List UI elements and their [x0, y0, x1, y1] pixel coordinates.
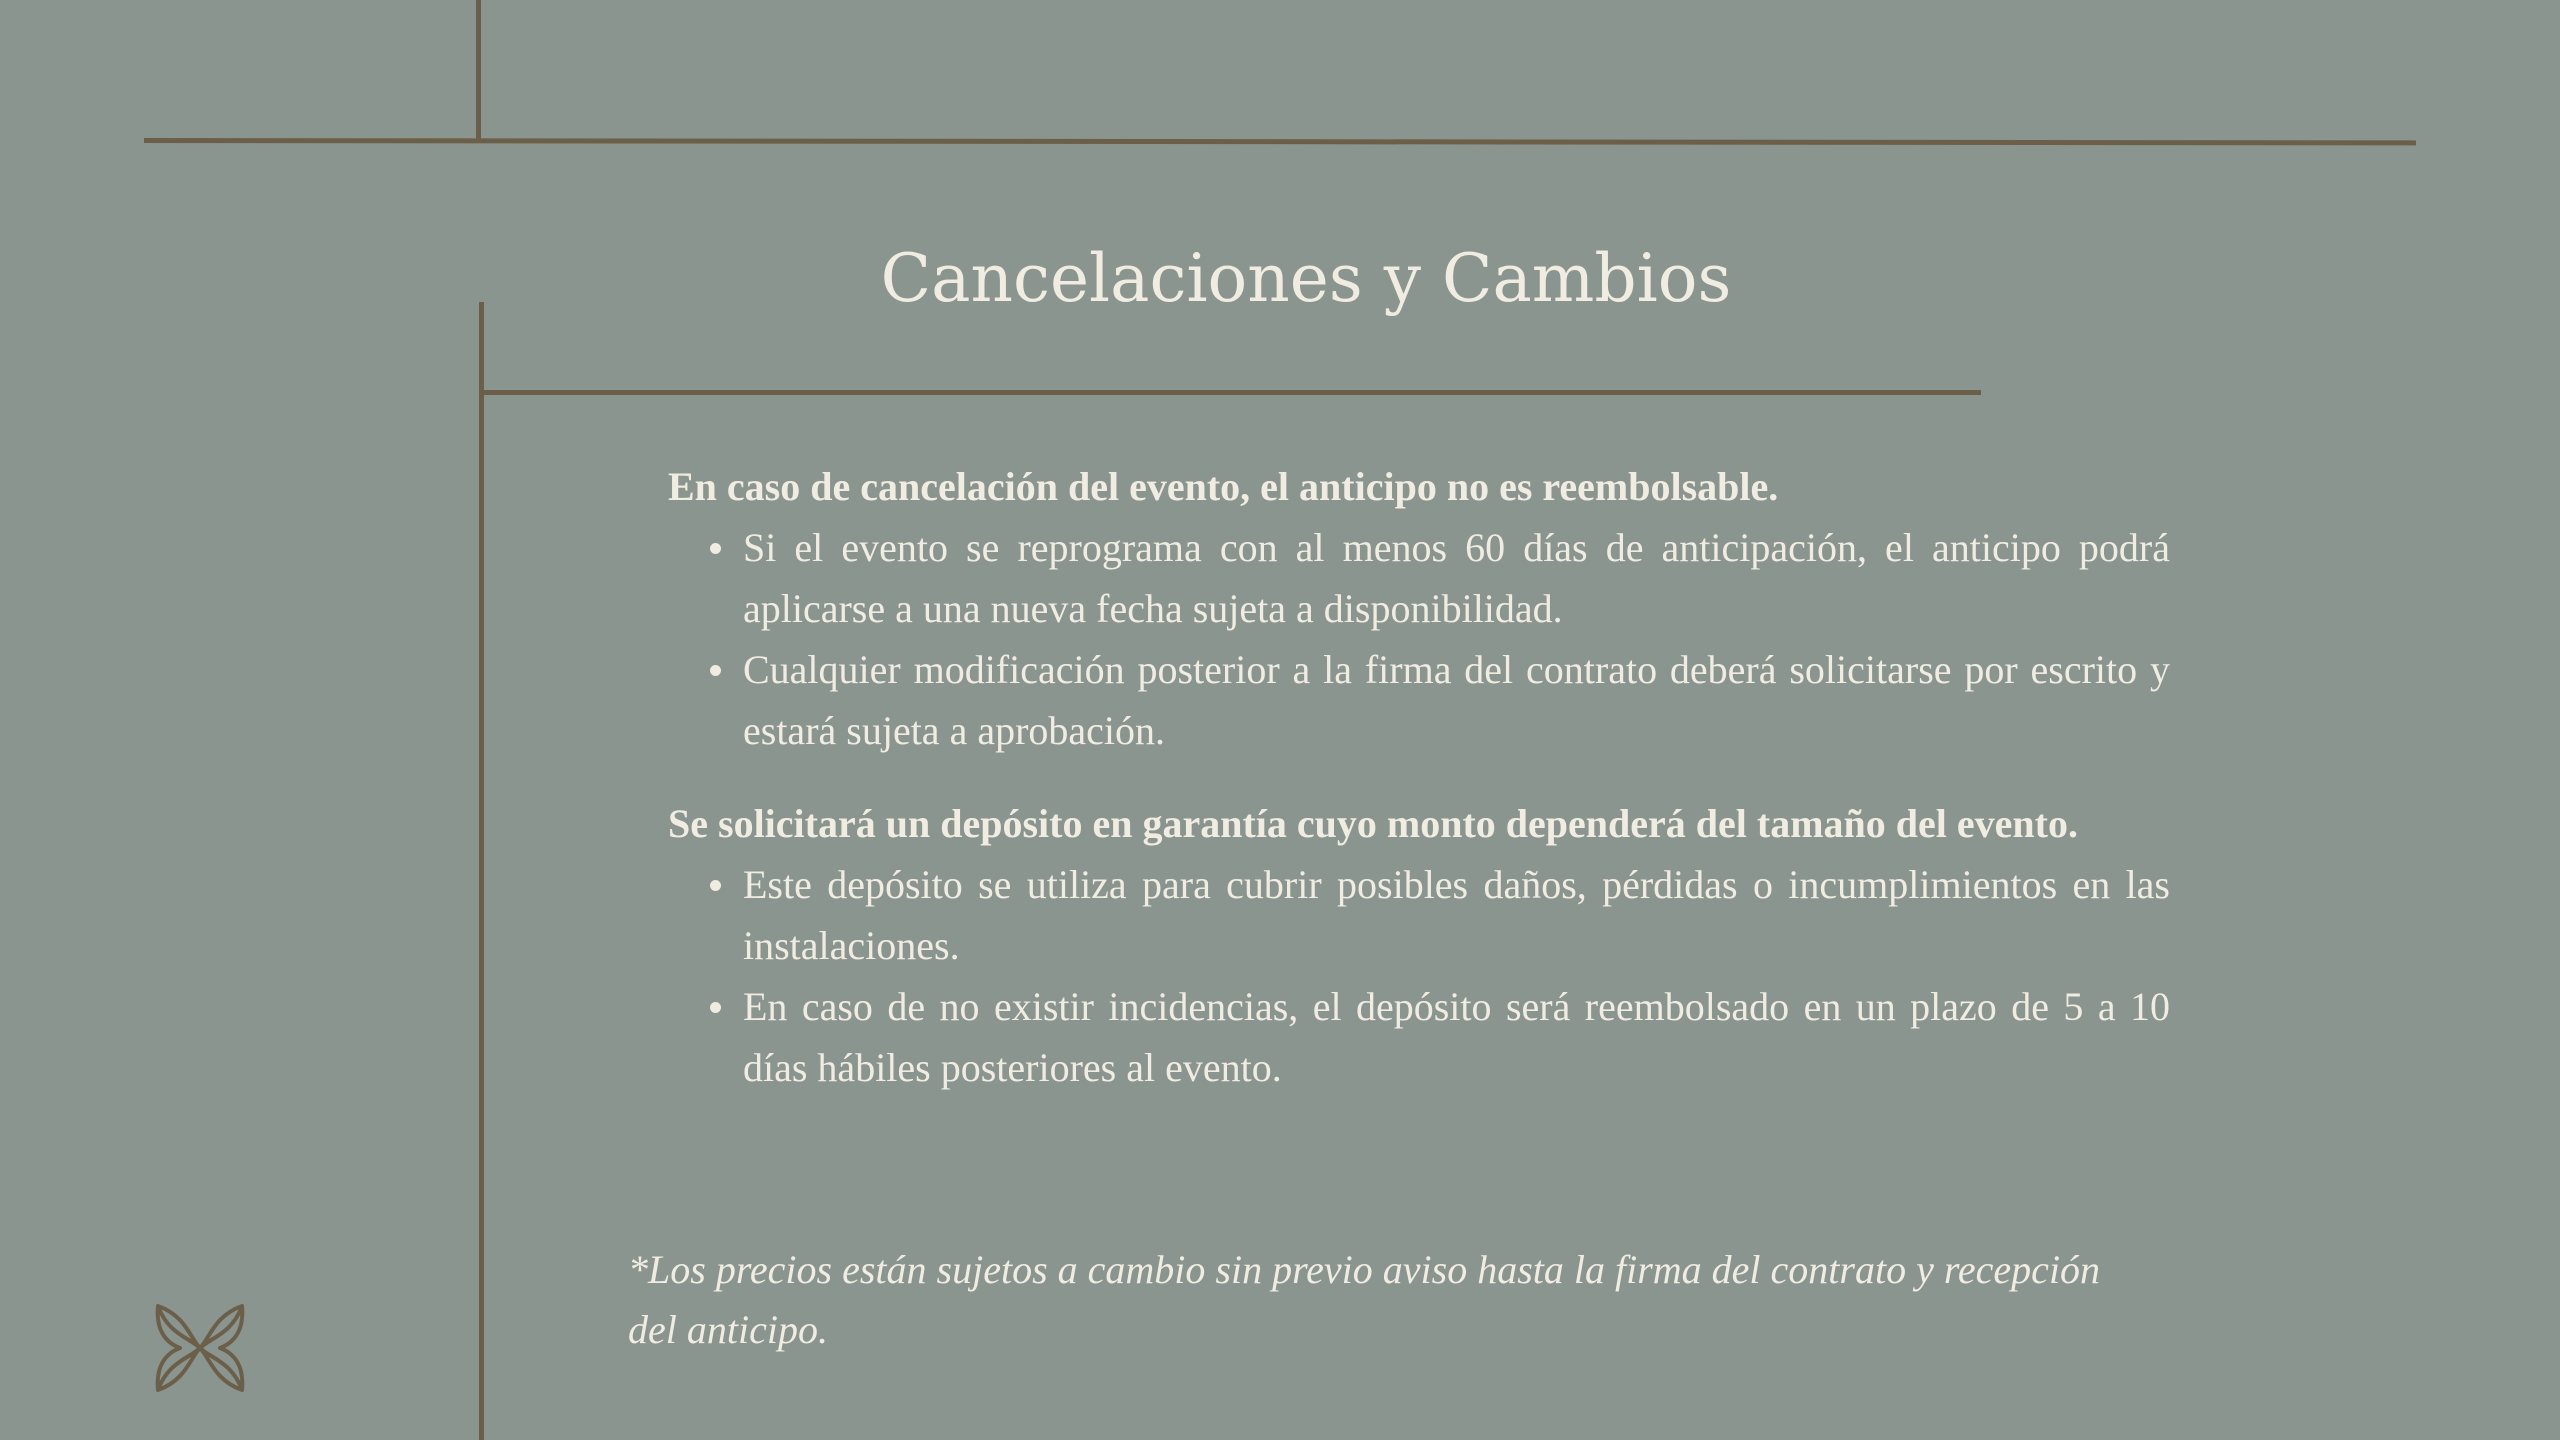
- policy-content: [668, 456, 2170, 1098]
- bullet-icon: [710, 543, 721, 554]
- left-vertical-rule: [479, 302, 484, 1440]
- page-title: Cancelaciones y Cambios: [880, 240, 1732, 317]
- bullet-text: Cualquier modificación posterior a la firma del contrato deberá solicitarse por escrito y estará sujeta a aprobación.: [743, 647, 2170, 753]
- bullet-icon: [710, 665, 721, 676]
- list-item: [668, 854, 2170, 976]
- deposit-heading: Se solicitará un depósito en garantía cuyo monto dependerá del tamaño del evento.: [668, 801, 2078, 846]
- list-item: [668, 976, 2170, 1098]
- bullet-icon: [710, 1002, 721, 1013]
- bullet-icon: [710, 880, 721, 891]
- bullet-text: Este depósito se utiliza para cubrir posibles daños, pérdidas o incumplimientos en las instalaciones.: [743, 862, 2170, 968]
- four-petal-flower-icon: [150, 1298, 250, 1398]
- cancellation-heading: En caso de cancelación del evento, el anticipo no es reembolsable.: [668, 464, 1779, 509]
- list-item: [668, 517, 2170, 639]
- price-disclaimer-footnote: *Los precios están sujetos a cambio sin previo aviso hasta la firma del contrato y recepción del anticipo.: [628, 1247, 2101, 1352]
- title-underline-rule: [479, 390, 1981, 395]
- cancellation-bullet-list: [668, 517, 2170, 761]
- list-item: [668, 639, 2170, 761]
- cancellation-section: [668, 456, 2170, 761]
- deposit-section: [668, 793, 2170, 1098]
- top-vertical-rule: [476, 0, 481, 142]
- top-horizontal-rule: [144, 138, 2416, 145]
- bullet-text: En caso de no existir incidencias, el depósito será reembolsado en un plazo de 5 a 10 días hábiles posteriores al evento.: [743, 984, 2170, 1090]
- bullet-text: Si el evento se reprograma con al menos 60 días de anticipación, el anticipo podrá aplicarse a una nueva fecha sujeta a disponibilidad.: [743, 525, 2170, 631]
- deposit-bullet-list: [668, 854, 2170, 1098]
